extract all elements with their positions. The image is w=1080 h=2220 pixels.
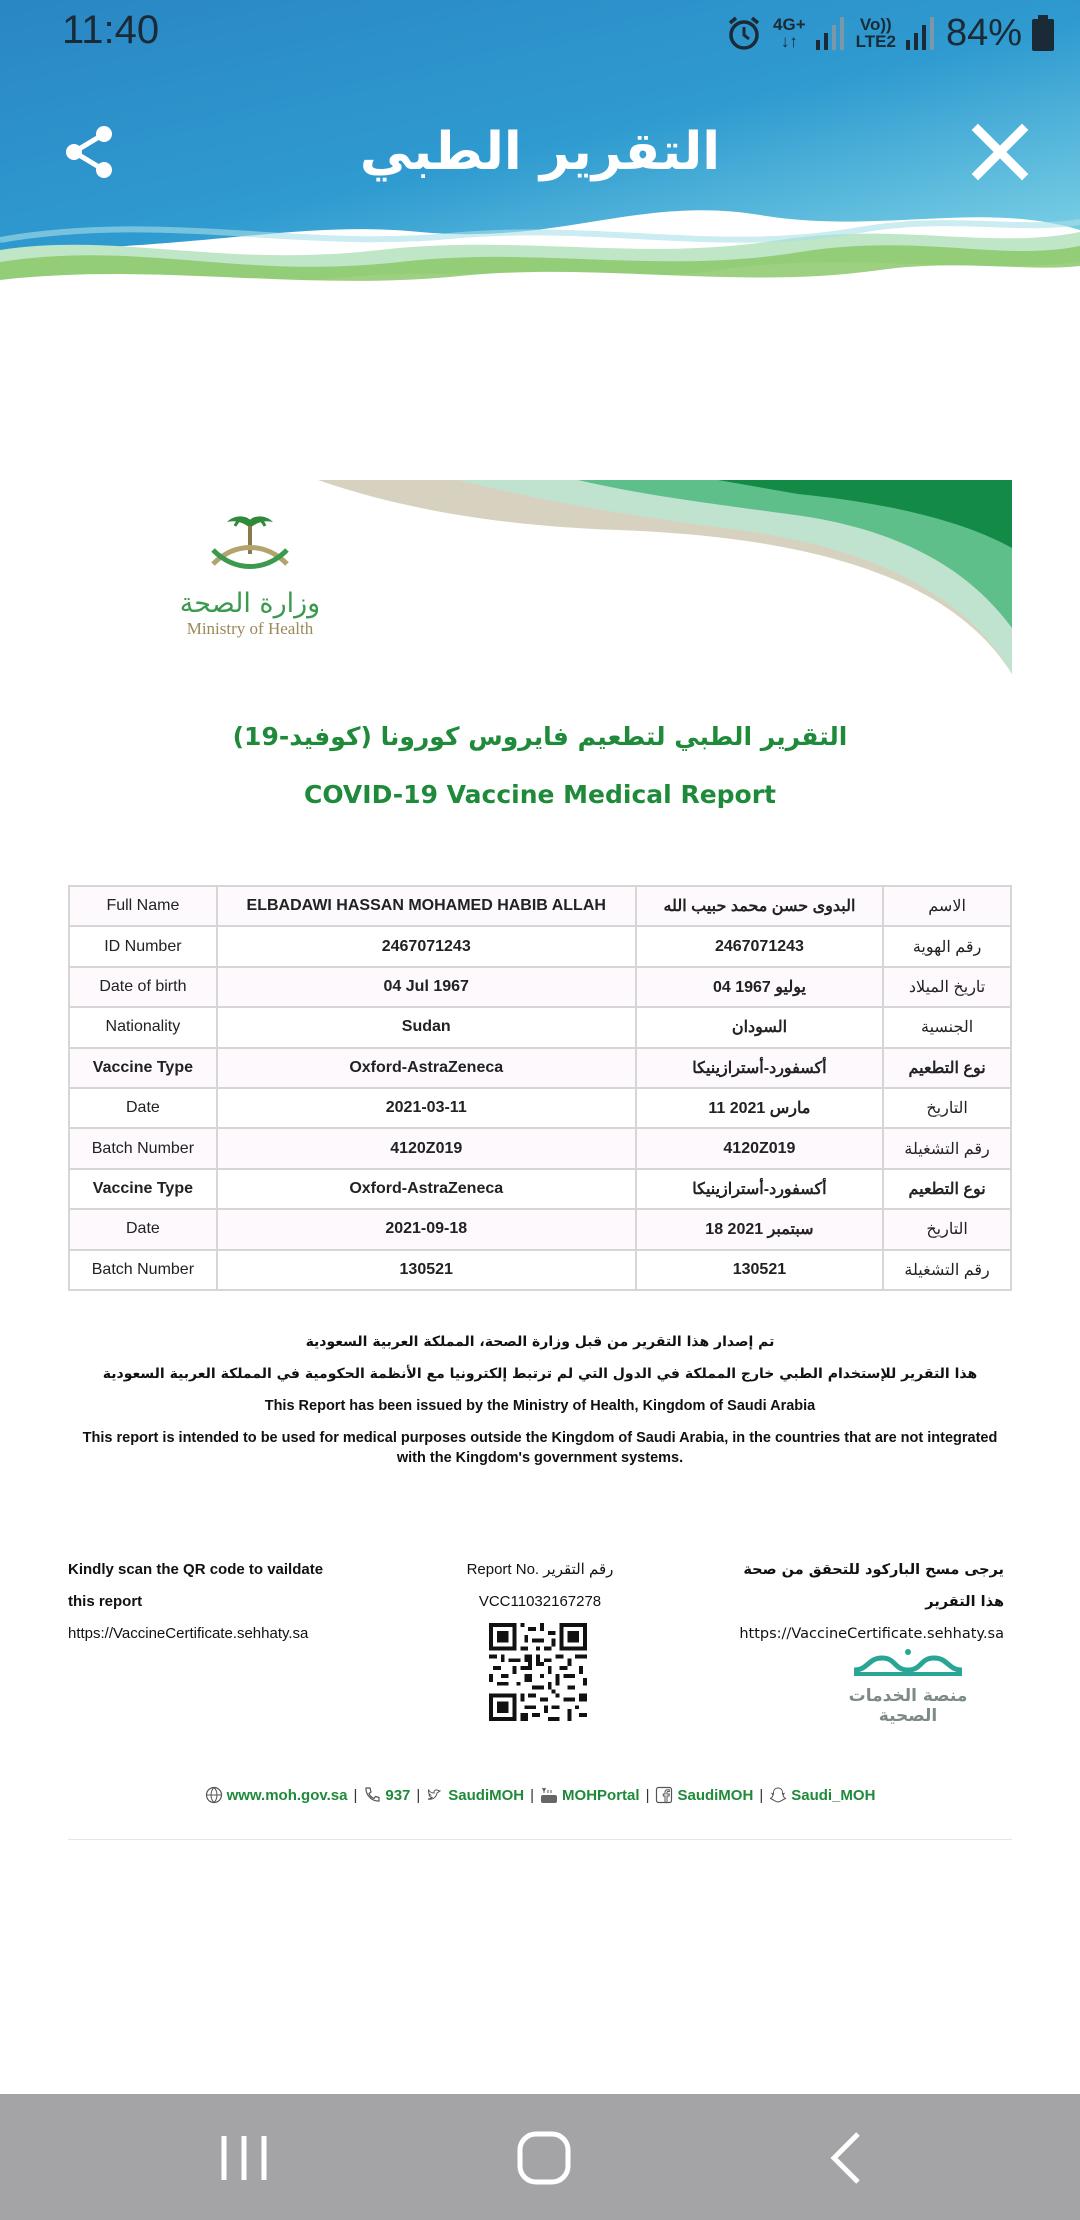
website-text: www.moh.gov.sa	[226, 1786, 348, 1804]
row-label-ar: التاريخ	[883, 1088, 1011, 1128]
note-issued-arabic: تم إصدار هذا التقرير من قبل وزارة الصحة، المملكة العربية السعودية	[305, 1334, 775, 1350]
separator: |	[353, 1786, 358, 1804]
twitter-text: SaudiMOH	[448, 1786, 525, 1804]
report-title-arabic: التقرير الطبي لتطعيم فايروس كورونا (كوفيد-19)	[232, 722, 848, 751]
twitter-link[interactable]	[426, 1786, 524, 1804]
home-icon	[508, 2122, 580, 2194]
table-row	[69, 1048, 1011, 1088]
validate-text-arabic-line1: يرجى مسح الباركود للتحقق من صحة	[743, 1562, 1004, 1578]
signal-icon-2	[906, 16, 936, 50]
network-4g-label: 4G+	[773, 15, 806, 34]
alarm-icon	[725, 14, 763, 52]
lte-label: LTE2	[855, 32, 896, 51]
network-lte-indicator	[856, 16, 896, 50]
validate-text-arabic-line2: هذا التقرير	[925, 1594, 1004, 1610]
home-button[interactable]	[508, 2122, 580, 2194]
note-usage-english: This report is intended to be used for medical purposes outside the Kingdom of Saudi Arabia, in the countries that are not integrated with the Kingdom's government systems.	[82, 1430, 998, 1466]
qr-code	[489, 1623, 587, 1721]
sehhaty-wordmark-icon	[848, 1646, 968, 1680]
row-value-en: Oxford-AstraZeneca	[217, 1048, 636, 1088]
row-label-en: Date	[69, 1209, 217, 1249]
title-row	[0, 110, 1080, 200]
row-label-ar: الاسم	[883, 886, 1011, 926]
decorative-swoosh	[318, 478, 1012, 674]
row-label-ar: رقم التشغيلة	[883, 1250, 1011, 1290]
row-value-en: Oxford-AstraZeneca	[217, 1169, 636, 1209]
row-value-ar: السودان	[636, 1007, 883, 1047]
footer-report-number	[420, 1554, 660, 1618]
app-header	[0, 0, 1080, 300]
back-icon	[812, 2122, 884, 2194]
row-value-ar: أكسفورد-أسترازينيكا	[636, 1048, 883, 1088]
row-value-en: 4120Z019	[217, 1128, 636, 1168]
youtube-icon	[540, 1786, 558, 1804]
network-4g-indicator	[773, 16, 806, 50]
facebook-text: SaudiMOH	[677, 1786, 754, 1804]
status-indicators	[725, 8, 1054, 58]
table-row	[69, 1250, 1011, 1290]
youtube-text: MOHPortal	[562, 1786, 640, 1804]
sehhaty-logo	[828, 1646, 988, 1726]
row-label-en: Date	[69, 1088, 217, 1128]
battery-icon	[1032, 15, 1054, 51]
phone-icon	[363, 1786, 381, 1804]
separator: |	[530, 1786, 535, 1804]
table-row	[69, 1007, 1011, 1047]
row-label-en: Vaccine Type	[69, 1169, 217, 1209]
page-title: التقرير الطبي	[359, 122, 721, 182]
divider	[68, 1839, 1012, 1840]
row-label-en: Batch Number	[69, 1128, 217, 1168]
note-usage-arabic: هذا التقرير للإستخدام الطبي خارج المملكة في الدول التي لم ترتبط إلكترونيا مع الأنظمة الحكومية في المملكة العربية السعودية	[102, 1366, 978, 1382]
row-value-en: 2021-09-18	[217, 1209, 636, 1249]
moh-logo-english: Ministry of Health	[186, 619, 314, 638]
validate-url[interactable]: https://VaccineCertificate.sehhaty.sa	[68, 1625, 309, 1642]
row-value-ar: أكسفورد-أسترازينيكا	[636, 1169, 883, 1209]
footer-validate-english	[68, 1554, 323, 1650]
table-row	[69, 967, 1011, 1007]
row-label-en: Date of birth	[69, 967, 217, 1007]
table-row	[69, 1128, 1011, 1168]
separator: |	[416, 1786, 421, 1804]
row-label-ar: التاريخ	[883, 1209, 1011, 1249]
system-navigation-bar	[0, 2094, 1080, 2220]
validate-url-arabic[interactable]: https://VaccineCertificate.sehhaty.sa	[739, 1626, 1004, 1642]
row-label-en: Full Name	[69, 886, 217, 926]
snapchat-text: Saudi_MOH	[791, 1786, 876, 1804]
row-value-en: ELBADAWI HASSAN MOHAMED HABIB ALLAH	[217, 886, 636, 926]
moh-logo	[170, 512, 330, 639]
signal-icon-1	[816, 16, 846, 50]
report-title-english: COVID-19 Vaccine Medical Report	[304, 780, 776, 809]
youtube-link[interactable]	[540, 1786, 640, 1804]
row-label-ar: نوع التطعيم	[883, 1048, 1011, 1088]
report-document	[0, 300, 1080, 2094]
row-value-ar: 130521	[636, 1250, 883, 1290]
row-value-ar: 11 مارس 2021	[636, 1088, 883, 1128]
row-label-ar: رقم التشغيلة	[883, 1128, 1011, 1168]
phone-link[interactable]	[363, 1786, 410, 1804]
table-row	[69, 886, 1011, 926]
row-label-en: Batch Number	[69, 1250, 217, 1290]
volte-label: Vo))	[859, 15, 892, 34]
row-value-ar: 2467071243	[636, 926, 883, 966]
table-row	[69, 926, 1011, 966]
row-value-ar: البدوى حسن محمد حبيب الله	[636, 886, 883, 926]
facebook-link[interactable]	[655, 1786, 753, 1804]
row-value-en: 130521	[217, 1250, 636, 1290]
table-row	[69, 1209, 1011, 1249]
row-label-ar: رقم الهوية	[883, 926, 1011, 966]
phone-text: 937	[385, 1786, 411, 1804]
twitter-icon	[426, 1786, 444, 1804]
row-label-en: Nationality	[69, 1007, 217, 1047]
footer-validate-arabic	[739, 1554, 1004, 1650]
note-issued-english: This Report has been issued by the Ministry of Health, Kingdom of Saudi Arabia	[264, 1398, 816, 1414]
website-link[interactable]	[205, 1786, 348, 1804]
report-number-value: VCC11032167278	[478, 1593, 602, 1610]
status-time: 11:40	[62, 8, 160, 52]
report-notes	[70, 1332, 1010, 1480]
snapchat-link[interactable]	[769, 1786, 875, 1804]
row-value-en: 2021-03-11	[217, 1088, 636, 1128]
row-value-en: Sudan	[217, 1007, 636, 1047]
separator: |	[759, 1786, 764, 1804]
row-label-en: Vaccine Type	[69, 1048, 217, 1088]
snapchat-icon	[769, 1786, 787, 1804]
row-label-ar: الجنسية	[883, 1007, 1011, 1047]
recents-icon	[208, 2122, 280, 2194]
table-row	[69, 1088, 1011, 1128]
sehhaty-logo-text: منصة الخدمات الصحية	[848, 1686, 968, 1726]
data-arrows-icon: ↓↑	[780, 32, 798, 51]
status-bar	[0, 0, 1080, 66]
row-label-ar: نوع التطعيم	[883, 1169, 1011, 1209]
row-value-en: 04 Jul 1967	[217, 967, 636, 1007]
facebook-icon	[655, 1786, 673, 1804]
row-label-ar: تاريخ الميلاد	[883, 967, 1011, 1007]
moh-logo-arabic: وزارة الصحة	[179, 588, 321, 619]
close-icon	[964, 116, 1036, 188]
social-links	[0, 1786, 1080, 1804]
validate-text-line2: this report	[68, 1593, 143, 1610]
row-value-ar: 04 يوليو 1967	[636, 967, 883, 1007]
close-button[interactable]	[964, 116, 1036, 188]
row-label-en: ID Number	[69, 926, 217, 966]
recents-button[interactable]	[208, 2122, 280, 2194]
table-row	[69, 1169, 1011, 1209]
row-value-ar: 18 سبتمبر 2021	[636, 1209, 883, 1249]
report-number-label: Report No. رقم التقرير	[466, 1561, 614, 1578]
report-info-table	[68, 885, 1012, 1291]
back-button[interactable]	[812, 2122, 884, 2194]
row-value-en: 2467071243	[217, 926, 636, 966]
palm-swords-emblem-icon	[195, 512, 305, 582]
globe-icon	[205, 1786, 223, 1804]
row-value-ar: 4120Z019	[636, 1128, 883, 1168]
validate-text-line1: Kindly scan the QR code to vaildate	[68, 1561, 324, 1578]
separator: |	[645, 1786, 650, 1804]
battery-percent: 84%	[945, 11, 1022, 54]
